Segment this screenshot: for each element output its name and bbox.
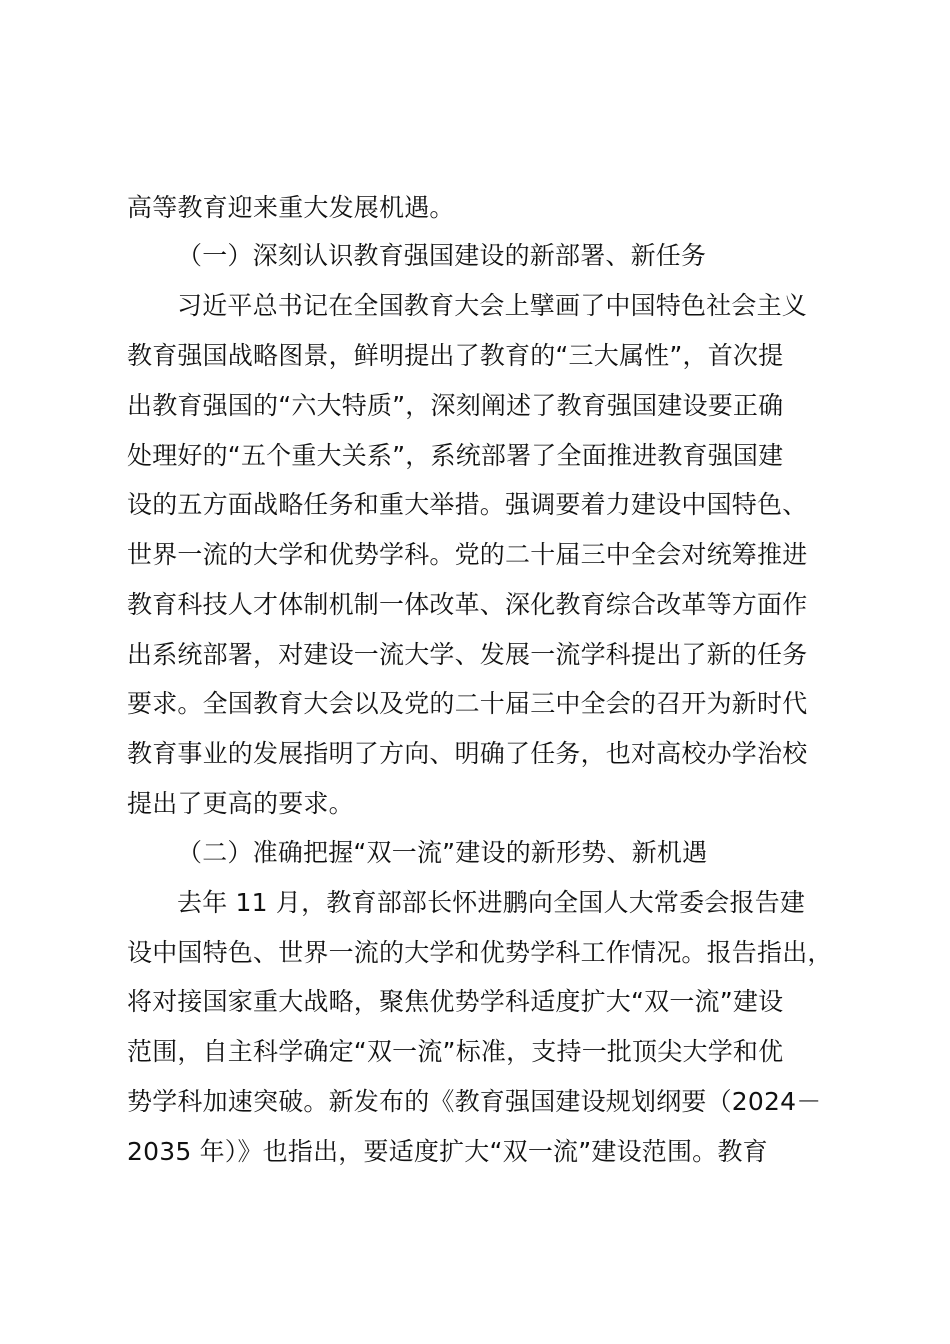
text-line: 高等教育迎来重大发展机遇。 (127, 193, 455, 222)
text-line: 设的五方面战略任务和重大举措。强调要着力建设中国特色、 (127, 490, 808, 519)
text-line: 处理好的“五个重大关系”，系统部署了全面推进教育强国建 (127, 441, 784, 470)
section-heading-2: （二）准确把握“双一流”建设的新形势、新机遇 (177, 838, 708, 867)
text-line: 出教育强国的“六大特质”，深刻阐述了教育强国建设要正确 (127, 391, 784, 420)
text-line: 去年 11 月，教育部部长怀进鹏向全国人大常委会报告建 (177, 888, 806, 917)
text-line: 教育事业的发展指明了方向、明确了任务，也对高校办学治校 (127, 739, 808, 768)
text-line: 世界一流的大学和优势学科。党的二十届三中全会对统筹推进 (127, 540, 808, 569)
text-line: 势学科加速突破。新发布的《教育强国建设规划纲要（2024－ (127, 1087, 822, 1116)
text-line: 设中国特色、世界一流的大学和优势学科工作情况。报告指出， (127, 938, 833, 967)
section-heading-1: （一）深刻认识教育强国建设的新部署、新任务 (177, 241, 707, 270)
text-line: 习近平总书记在全国教育大会上擘画了中国特色社会主义 (177, 291, 808, 320)
text-line: 2035 年）》也指出，要适度扩大“双一流”建设范围。教育 (127, 1137, 768, 1166)
text-line: 教育科技人才体制机制一体改革、深化教育综合改革等方面作 (127, 590, 808, 619)
text-line: 教育强国战略图景，鲜明提出了教育的“三大属性”，首次提 (127, 341, 784, 370)
text-line: 出系统部署，对建设一流大学、发展一流学科提出了新的任务 (127, 640, 808, 669)
text-line: 提出了更高的要求。 (127, 789, 354, 818)
text-line: 要求。全国教育大会以及党的二十届三中全会的召开为新时代 (127, 689, 808, 718)
text-line: 将对接国家重大战略，聚焦优势学科适度扩大“双一流”建设 (127, 987, 784, 1016)
text-line: 范围，自主科学确定“双一流”标准，支持一批顶尖大学和优 (127, 1037, 784, 1066)
